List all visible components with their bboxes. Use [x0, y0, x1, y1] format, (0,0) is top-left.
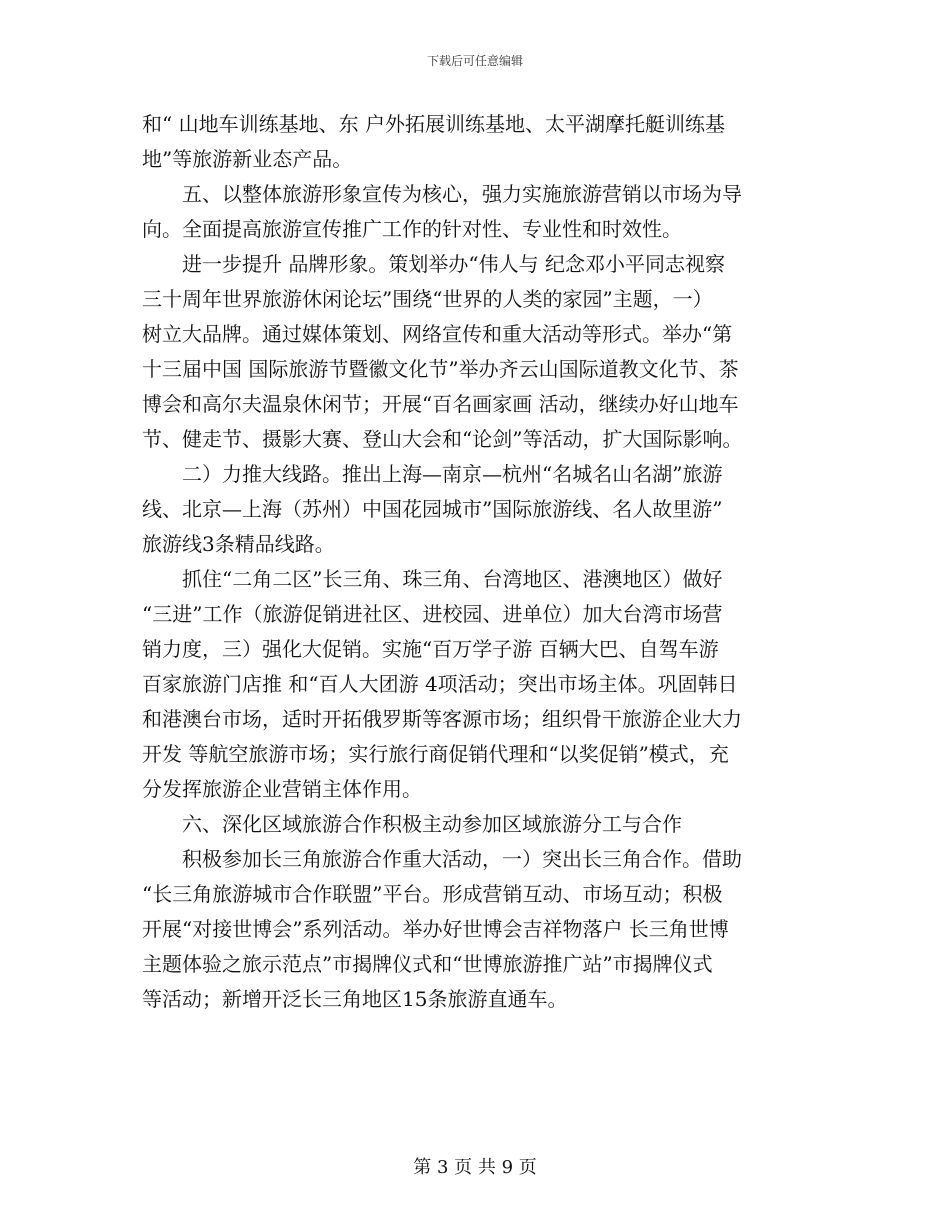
text-line: 进一步提升 品牌形象。策划举办“伟人与 纪念邓小平同志视察	[182, 252, 725, 276]
text-line: 开展“对接世博会”系列活动。举办好世博会吉祥物落户 长三角世博	[142, 917, 729, 941]
text-line: 二）力推大线路。推出上海—南京—杭州“名城名山名湖”旅游	[182, 462, 723, 486]
text-line: 和“ 山地车训练基地、东 户外拓展训练基地、太平湖摩托艇训练基	[142, 112, 725, 136]
text-line: 向。全面提高旅游宣传推广工作的针对性、专业性和时效性。	[142, 217, 682, 241]
text-line: 六、深化区域旅游合作积极主动参加区域旅游分工与合作	[182, 812, 682, 836]
text-line: 旅游线3条精品线路。	[142, 532, 335, 556]
text-line: 销力度，三）强化大促销。实施“百万学子游 百辆大巴、自驾车游	[142, 637, 719, 661]
text-line: 抓住“二角二区”长三角、珠三角、台湾地区、港澳地区）做好	[182, 567, 723, 591]
text-line: 树立大品牌。通过媒体策划、网络宣传和重大活动等形式。举办“第	[142, 322, 733, 346]
text-line: 博会和高尔夫温泉休闲节；开展“百名画家画 活动，继续办好山地车	[142, 392, 739, 416]
text-line: 五、以整体旅游形象宣传为核心，强力实施旅游营销以市场为导	[182, 182, 742, 206]
text-line: 分发挥旅游企业营销主体作用。	[142, 777, 422, 801]
text-line: 地”等旅游新业态产品。	[142, 147, 353, 171]
page-footer: 第 3 页 共 9 页	[413, 1157, 537, 1178]
text-line: 百家旅游门店推 和“百人大团游 4项活动；突出市场主体。巩固韩日	[142, 672, 738, 696]
text-line: 等活动；新增开泛长三角地区15条旅游直通车。	[142, 987, 568, 1011]
text-line: “三进”工作（旅游促销进社区、进校园、进单位）加大台湾市场营	[142, 602, 723, 626]
document-body	[142, 107, 810, 1017]
text-line: 三十周年世界旅游休闲论坛”围绕“世界的人类的家园”主题，一）	[142, 287, 713, 311]
text-line: 积极参加长三角旅游合作重大活动，一）突出长三角合作。借助	[182, 847, 742, 871]
text-line: 和港澳台市场，适时开拓俄罗斯等客源市场；组织骨干旅游企业大力	[142, 707, 742, 731]
text-line: 节、健走节、摄影大赛、登山大会和“论剑”等活动，扩大国际影响。	[142, 427, 743, 451]
text-line: 线、北京—上海（苏州）中国花园城市”国际旅游线、名人故里游”	[142, 497, 723, 521]
text-line: 开发 等航空旅游市场；实行旅行商促销代理和“以奖促销”模式，充	[142, 742, 729, 766]
text-line: 主题体验之旅示范点”市揭牌仪式和“世博旅游推广站”市揭牌仪式	[142, 952, 713, 976]
text-line: 十三届中国 国际旅游节暨徽文化节”举办齐云山国际道教文化节、茶	[142, 357, 739, 381]
text-line: “长三角旅游城市合作联盟”平台。形成营销互动、市场互动；积极	[142, 882, 723, 906]
page-header: 下载后可任意编辑	[426, 54, 523, 68]
